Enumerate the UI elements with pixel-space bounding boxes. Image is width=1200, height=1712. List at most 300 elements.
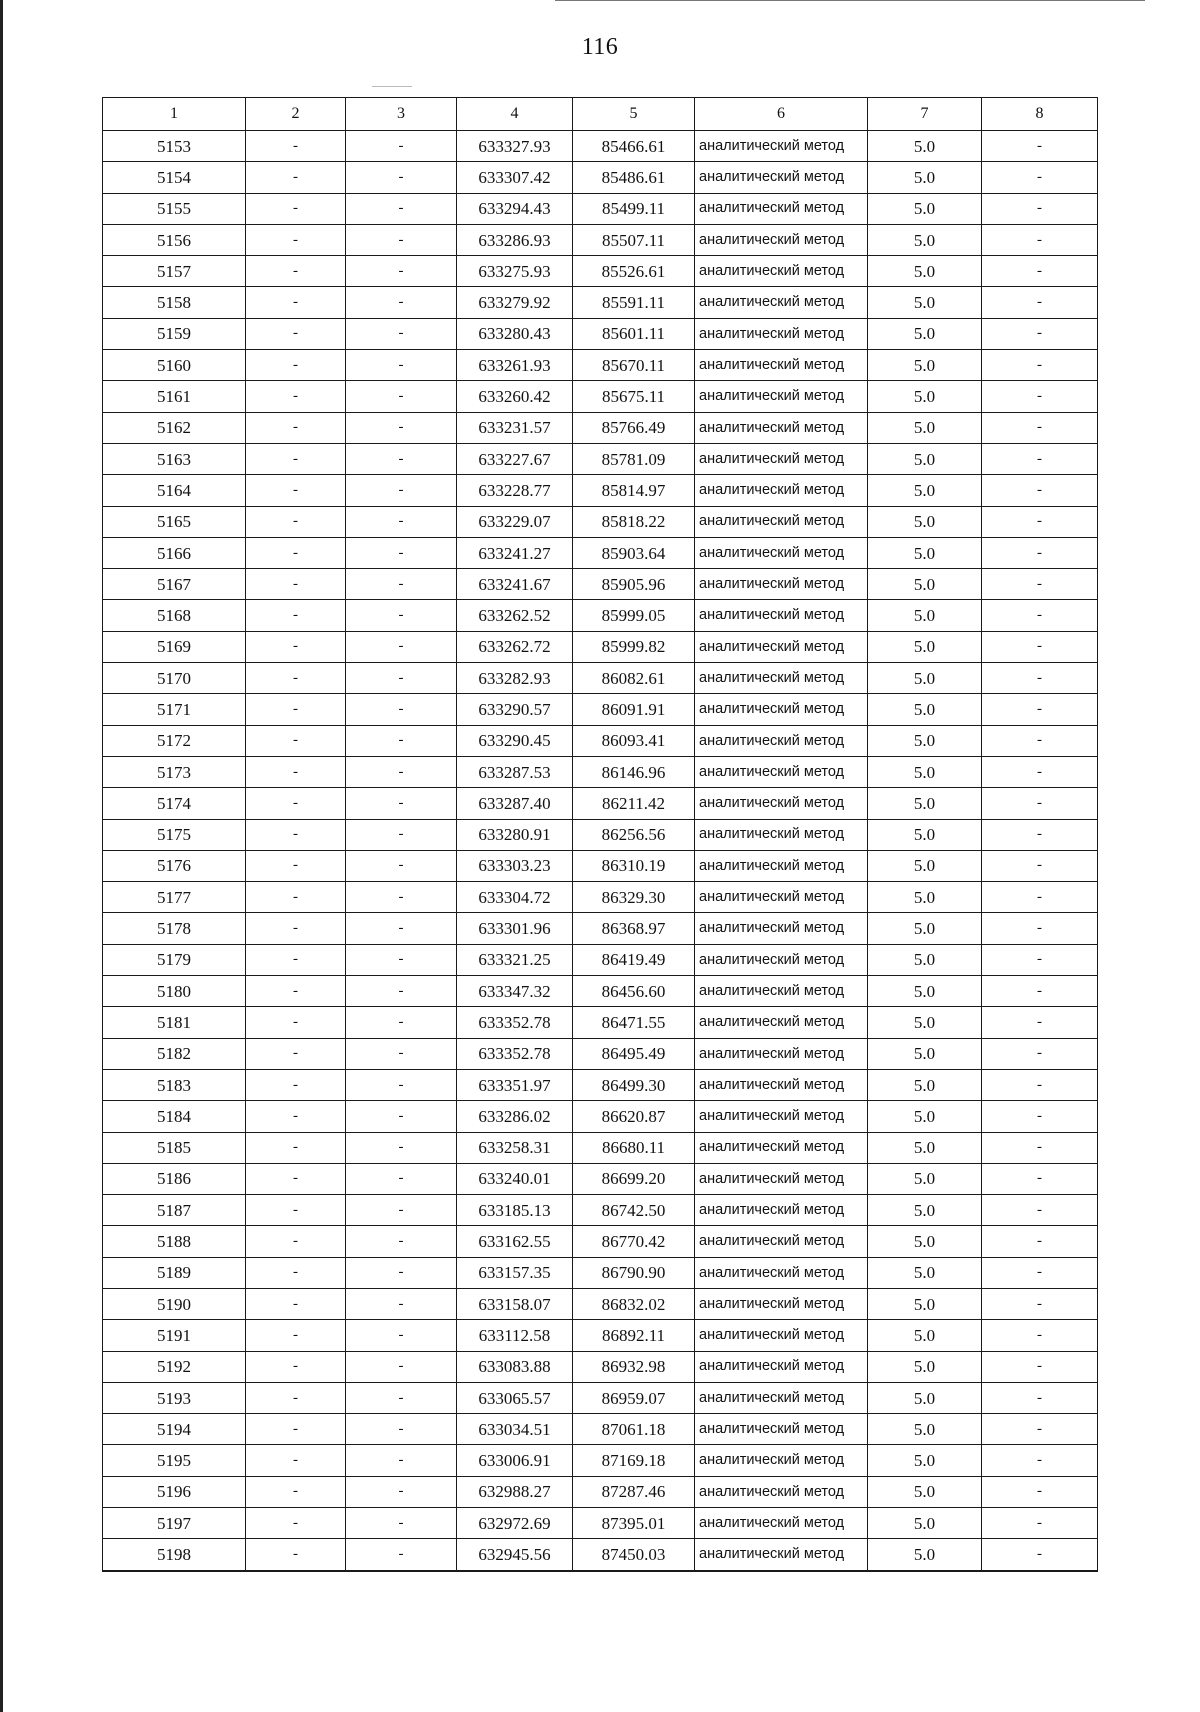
x-coordinate-cell: 633034.51: [457, 1414, 573, 1445]
y-coordinate-cell: 86091.91: [573, 694, 695, 725]
page-top-rule: [555, 0, 1145, 1]
row-number-cell: 5173: [103, 756, 246, 787]
table-row: [103, 1226, 1098, 1257]
y-coordinate-cell: 85670.11: [573, 350, 695, 381]
accuracy-cell: 5.0: [868, 1257, 982, 1288]
y-coordinate-cell: 87061.18: [573, 1414, 695, 1445]
column-header-3: 3: [346, 98, 457, 131]
col2-cell: -: [246, 318, 346, 349]
col3-cell: -: [346, 318, 457, 349]
col8-cell: -: [982, 850, 1098, 881]
col3-cell: -: [346, 475, 457, 506]
y-coordinate-cell: 85766.49: [573, 412, 695, 443]
col8-cell: -: [982, 663, 1098, 694]
accuracy-cell: 5.0: [868, 1069, 982, 1100]
col2-cell: -: [246, 1038, 346, 1069]
row-number-cell: 5176: [103, 850, 246, 881]
x-coordinate-cell: 633262.72: [457, 631, 573, 662]
y-coordinate-cell: 85818.22: [573, 506, 695, 537]
x-coordinate-cell: 633321.25: [457, 944, 573, 975]
col8-cell: -: [982, 1476, 1098, 1507]
method-cell: аналитический метод: [695, 788, 868, 819]
col2-cell: -: [246, 631, 346, 662]
method-cell: аналитический метод: [695, 976, 868, 1007]
accuracy-cell: 5.0: [868, 381, 982, 412]
col2-cell: -: [246, 131, 346, 162]
col3-cell: -: [346, 882, 457, 913]
column-header-7: 7: [868, 98, 982, 131]
col8-cell: -: [982, 224, 1098, 255]
row-number-cell: 5187: [103, 1195, 246, 1226]
col3-cell: -: [346, 224, 457, 255]
col3-cell: -: [346, 694, 457, 725]
accuracy-cell: 5.0: [868, 475, 982, 506]
table-row: [103, 1445, 1098, 1476]
y-coordinate-cell: 86256.56: [573, 819, 695, 850]
col8-cell: -: [982, 350, 1098, 381]
method-cell: аналитический метод: [695, 756, 868, 787]
col8-cell: -: [982, 725, 1098, 756]
col3-cell: -: [346, 1382, 457, 1413]
x-coordinate-cell: 633286.02: [457, 1101, 573, 1132]
row-number-cell: 5197: [103, 1508, 246, 1539]
x-coordinate-cell: 633006.91: [457, 1445, 573, 1476]
row-number-cell: 5189: [103, 1257, 246, 1288]
accuracy-cell: 5.0: [868, 819, 982, 850]
accuracy-cell: 5.0: [868, 224, 982, 255]
col3-cell: -: [346, 663, 457, 694]
table-row: [103, 412, 1098, 443]
table-row: [103, 475, 1098, 506]
col2-cell: -: [246, 569, 346, 600]
y-coordinate-cell: 87395.01: [573, 1508, 695, 1539]
table-row: [103, 569, 1098, 600]
col2-cell: -: [246, 725, 346, 756]
col8-cell: -: [982, 1101, 1098, 1132]
row-number-cell: 5161: [103, 381, 246, 412]
method-cell: аналитический метод: [695, 663, 868, 694]
col3-cell: -: [346, 1445, 457, 1476]
y-coordinate-cell: 86093.41: [573, 725, 695, 756]
x-coordinate-cell: 633241.67: [457, 569, 573, 600]
col3-cell: -: [346, 287, 457, 318]
col2-cell: -: [246, 600, 346, 631]
table-row: [103, 1038, 1098, 1069]
col2-cell: -: [246, 1132, 346, 1163]
col8-cell: -: [982, 756, 1098, 787]
col2-cell: -: [246, 788, 346, 819]
table-row: [103, 1382, 1098, 1413]
col8-cell: -: [982, 1414, 1098, 1445]
table-row: [103, 1101, 1098, 1132]
accuracy-cell: 5.0: [868, 443, 982, 474]
table-row: [103, 1163, 1098, 1194]
table-row: [103, 1257, 1098, 1288]
method-cell: аналитический метод: [695, 913, 868, 944]
method-cell: аналитический метод: [695, 443, 868, 474]
accuracy-cell: 5.0: [868, 725, 982, 756]
col8-cell: -: [982, 162, 1098, 193]
col3-cell: -: [346, 1257, 457, 1288]
col2-cell: -: [246, 537, 346, 568]
x-coordinate-cell: 633065.57: [457, 1382, 573, 1413]
method-cell: аналитический метод: [695, 1414, 868, 1445]
x-coordinate-cell: 633261.93: [457, 350, 573, 381]
y-coordinate-cell: 85466.61: [573, 131, 695, 162]
col3-cell: -: [346, 412, 457, 443]
method-cell: аналитический метод: [695, 1101, 868, 1132]
row-number-cell: 5175: [103, 819, 246, 850]
col8-cell: -: [982, 475, 1098, 506]
x-coordinate-cell: 633083.88: [457, 1351, 573, 1382]
col3-cell: -: [346, 506, 457, 537]
col2-cell: -: [246, 162, 346, 193]
x-coordinate-cell: 633290.57: [457, 694, 573, 725]
row-number-cell: 5178: [103, 913, 246, 944]
row-number-cell: 5163: [103, 443, 246, 474]
col3-cell: -: [346, 569, 457, 600]
row-number-cell: 5154: [103, 162, 246, 193]
y-coordinate-cell: 86211.42: [573, 788, 695, 819]
col2-cell: -: [246, 1195, 346, 1226]
col2-cell: -: [246, 1320, 346, 1351]
y-coordinate-cell: 85507.11: [573, 224, 695, 255]
accuracy-cell: 5.0: [868, 1195, 982, 1226]
col2-cell: -: [246, 1476, 346, 1507]
accuracy-cell: 5.0: [868, 1101, 982, 1132]
y-coordinate-cell: 85499.11: [573, 193, 695, 224]
row-number-cell: 5164: [103, 475, 246, 506]
table-row: [103, 537, 1098, 568]
x-coordinate-cell: 633303.23: [457, 850, 573, 881]
col2-cell: -: [246, 1163, 346, 1194]
x-coordinate-cell: 633282.93: [457, 663, 573, 694]
x-coordinate-cell: 632945.56: [457, 1539, 573, 1571]
table-row: [103, 631, 1098, 662]
col2-cell: -: [246, 913, 346, 944]
col2-cell: -: [246, 1007, 346, 1038]
y-coordinate-cell: 86419.49: [573, 944, 695, 975]
row-number-cell: 5169: [103, 631, 246, 662]
row-number-cell: 5162: [103, 412, 246, 443]
accuracy-cell: 5.0: [868, 1288, 982, 1319]
y-coordinate-cell: 87450.03: [573, 1539, 695, 1571]
col3-cell: -: [346, 631, 457, 662]
col3-cell: -: [346, 1476, 457, 1507]
col8-cell: -: [982, 1132, 1098, 1163]
scan-mark: [372, 86, 412, 87]
row-number-cell: 5196: [103, 1476, 246, 1507]
col8-cell: -: [982, 1257, 1098, 1288]
col8-cell: -: [982, 193, 1098, 224]
accuracy-cell: 5.0: [868, 569, 982, 600]
col2-cell: -: [246, 1445, 346, 1476]
col3-cell: -: [346, 1226, 457, 1257]
y-coordinate-cell: 86146.96: [573, 756, 695, 787]
y-coordinate-cell: 85999.05: [573, 600, 695, 631]
col2-cell: -: [246, 506, 346, 537]
accuracy-cell: 5.0: [868, 944, 982, 975]
y-coordinate-cell: 86082.61: [573, 663, 695, 694]
col2-cell: -: [246, 1257, 346, 1288]
col3-cell: -: [346, 819, 457, 850]
method-cell: аналитический метод: [695, 1476, 868, 1507]
accuracy-cell: 5.0: [868, 412, 982, 443]
col8-cell: -: [982, 944, 1098, 975]
accuracy-cell: 5.0: [868, 1163, 982, 1194]
col3-cell: -: [346, 350, 457, 381]
x-coordinate-cell: 633351.97: [457, 1069, 573, 1100]
method-cell: аналитический метод: [695, 1508, 868, 1539]
col8-cell: -: [982, 1007, 1098, 1038]
col8-cell: -: [982, 287, 1098, 318]
y-coordinate-cell: 86959.07: [573, 1382, 695, 1413]
x-coordinate-cell: 633241.27: [457, 537, 573, 568]
row-number-cell: 5188: [103, 1226, 246, 1257]
col8-cell: -: [982, 1069, 1098, 1100]
accuracy-cell: 5.0: [868, 1132, 982, 1163]
table-row: [103, 1288, 1098, 1319]
x-coordinate-cell: 633158.07: [457, 1288, 573, 1319]
table-row: [103, 506, 1098, 537]
accuracy-cell: 5.0: [868, 913, 982, 944]
col8-cell: -: [982, 381, 1098, 412]
row-number-cell: 5160: [103, 350, 246, 381]
row-number-cell: 5167: [103, 569, 246, 600]
y-coordinate-cell: 85903.64: [573, 537, 695, 568]
y-coordinate-cell: 86368.97: [573, 913, 695, 944]
method-cell: аналитический метод: [695, 318, 868, 349]
x-coordinate-cell: 633294.43: [457, 193, 573, 224]
accuracy-cell: 5.0: [868, 600, 982, 631]
table-row: [103, 694, 1098, 725]
method-cell: аналитический метод: [695, 1288, 868, 1319]
x-coordinate-cell: 633162.55: [457, 1226, 573, 1257]
col2-cell: -: [246, 976, 346, 1007]
x-coordinate-cell: 633280.43: [457, 318, 573, 349]
table-row: [103, 850, 1098, 881]
col8-cell: -: [982, 1351, 1098, 1382]
row-number-cell: 5170: [103, 663, 246, 694]
col8-cell: -: [982, 1195, 1098, 1226]
method-cell: аналитический метод: [695, 256, 868, 287]
method-cell: аналитический метод: [695, 1539, 868, 1571]
col8-cell: -: [982, 131, 1098, 162]
row-number-cell: 5158: [103, 287, 246, 318]
col3-cell: -: [346, 131, 457, 162]
column-header-6: 6: [695, 98, 868, 131]
row-number-cell: 5179: [103, 944, 246, 975]
row-number-cell: 5182: [103, 1038, 246, 1069]
y-coordinate-cell: 85526.61: [573, 256, 695, 287]
method-cell: аналитический метод: [695, 1257, 868, 1288]
method-cell: аналитический метод: [695, 1382, 868, 1413]
col2-cell: -: [246, 1508, 346, 1539]
x-coordinate-cell: 633287.53: [457, 756, 573, 787]
col8-cell: -: [982, 1539, 1098, 1571]
method-cell: аналитический метод: [695, 1163, 868, 1194]
row-number-cell: 5192: [103, 1351, 246, 1382]
page-number: 116: [581, 34, 619, 60]
table-row: [103, 725, 1098, 756]
x-coordinate-cell: 633260.42: [457, 381, 573, 412]
table-row: [103, 381, 1098, 412]
col3-cell: -: [346, 756, 457, 787]
col2-cell: -: [246, 1414, 346, 1445]
x-coordinate-cell: 633304.72: [457, 882, 573, 913]
y-coordinate-cell: 87169.18: [573, 1445, 695, 1476]
table-row: [103, 350, 1098, 381]
col2-cell: -: [246, 1288, 346, 1319]
table-row: [103, 1069, 1098, 1100]
y-coordinate-cell: 86699.20: [573, 1163, 695, 1194]
x-coordinate-cell: 633240.01: [457, 1163, 573, 1194]
col2-cell: -: [246, 193, 346, 224]
table-row: [103, 1195, 1098, 1226]
col3-cell: -: [346, 1069, 457, 1100]
method-cell: аналитический метод: [695, 694, 868, 725]
accuracy-cell: 5.0: [868, 256, 982, 287]
col2-cell: -: [246, 287, 346, 318]
table-row: [103, 819, 1098, 850]
col2-cell: -: [246, 224, 346, 255]
accuracy-cell: 5.0: [868, 1508, 982, 1539]
accuracy-cell: 5.0: [868, 1539, 982, 1571]
y-coordinate-cell: 86495.49: [573, 1038, 695, 1069]
col2-cell: -: [246, 1351, 346, 1382]
col8-cell: -: [982, 882, 1098, 913]
method-cell: аналитический метод: [695, 1226, 868, 1257]
y-coordinate-cell: 86892.11: [573, 1320, 695, 1351]
table-row: [103, 443, 1098, 474]
x-coordinate-cell: 633229.07: [457, 506, 573, 537]
table-row: [103, 1539, 1098, 1571]
col3-cell: -: [346, 944, 457, 975]
page-left-edge: [0, 0, 3, 1712]
col2-cell: -: [246, 1539, 346, 1571]
accuracy-cell: 5.0: [868, 976, 982, 1007]
accuracy-cell: 5.0: [868, 1351, 982, 1382]
accuracy-cell: 5.0: [868, 1382, 982, 1413]
method-cell: аналитический метод: [695, 1069, 868, 1100]
y-coordinate-cell: 85591.11: [573, 287, 695, 318]
table-row: [103, 913, 1098, 944]
y-coordinate-cell: 86832.02: [573, 1288, 695, 1319]
col8-cell: -: [982, 913, 1098, 944]
table-row: [103, 944, 1098, 975]
col2-cell: -: [246, 850, 346, 881]
x-coordinate-cell: 633307.42: [457, 162, 573, 193]
row-number-cell: 5186: [103, 1163, 246, 1194]
col3-cell: -: [346, 1288, 457, 1319]
y-coordinate-cell: 86329.30: [573, 882, 695, 913]
col2-cell: -: [246, 663, 346, 694]
y-coordinate-cell: 86742.50: [573, 1195, 695, 1226]
x-coordinate-cell: 633227.67: [457, 443, 573, 474]
method-cell: аналитический метод: [695, 882, 868, 913]
x-coordinate-cell: 633301.96: [457, 913, 573, 944]
table-row: [103, 1007, 1098, 1038]
x-coordinate-cell: 633258.31: [457, 1132, 573, 1163]
y-coordinate-cell: 85999.82: [573, 631, 695, 662]
table-row: [103, 1320, 1098, 1351]
table-row: [103, 600, 1098, 631]
method-cell: аналитический метод: [695, 162, 868, 193]
table-row: [103, 131, 1098, 162]
accuracy-cell: 5.0: [868, 694, 982, 725]
col3-cell: -: [346, 1320, 457, 1351]
x-coordinate-cell: 633352.78: [457, 1007, 573, 1038]
x-coordinate-cell: 633231.57: [457, 412, 573, 443]
col8-cell: -: [982, 443, 1098, 474]
col8-cell: -: [982, 506, 1098, 537]
row-number-cell: 5165: [103, 506, 246, 537]
method-cell: аналитический метод: [695, 412, 868, 443]
row-number-cell: 5177: [103, 882, 246, 913]
col8-cell: -: [982, 1288, 1098, 1319]
col3-cell: -: [346, 1539, 457, 1571]
col3-cell: -: [346, 381, 457, 412]
table-row: [103, 1414, 1098, 1445]
row-number-cell: 5185: [103, 1132, 246, 1163]
table-row: [103, 1476, 1098, 1507]
col8-cell: -: [982, 1382, 1098, 1413]
method-cell: аналитический метод: [695, 381, 868, 412]
table-row: [103, 224, 1098, 255]
col3-cell: -: [346, 788, 457, 819]
col8-cell: -: [982, 1226, 1098, 1257]
row-number-cell: 5198: [103, 1539, 246, 1571]
accuracy-cell: 5.0: [868, 631, 982, 662]
row-number-cell: 5195: [103, 1445, 246, 1476]
x-coordinate-cell: 633287.40: [457, 788, 573, 819]
row-number-cell: 5157: [103, 256, 246, 287]
x-coordinate-cell: 633347.32: [457, 976, 573, 1007]
method-cell: аналитический метод: [695, 944, 868, 975]
column-header-1: 1: [103, 98, 246, 131]
row-number-cell: 5190: [103, 1288, 246, 1319]
col8-cell: -: [982, 694, 1098, 725]
column-header-5: 5: [573, 98, 695, 131]
x-coordinate-cell: 633228.77: [457, 475, 573, 506]
accuracy-cell: 5.0: [868, 287, 982, 318]
table-row: [103, 287, 1098, 318]
row-number-cell: 5171: [103, 694, 246, 725]
accuracy-cell: 5.0: [868, 663, 982, 694]
column-header-2: 2: [246, 98, 346, 131]
table-row: [103, 193, 1098, 224]
table-row: [103, 663, 1098, 694]
method-cell: аналитический метод: [695, 631, 868, 662]
y-coordinate-cell: 85814.97: [573, 475, 695, 506]
x-coordinate-cell: 633327.93: [457, 131, 573, 162]
column-header-8: 8: [982, 98, 1098, 131]
table-row: [103, 162, 1098, 193]
col3-cell: -: [346, 600, 457, 631]
col8-cell: -: [982, 256, 1098, 287]
method-cell: аналитический метод: [695, 350, 868, 381]
y-coordinate-cell: 85486.61: [573, 162, 695, 193]
col3-cell: -: [346, 1195, 457, 1226]
x-coordinate-cell: 633262.52: [457, 600, 573, 631]
col3-cell: -: [346, 1508, 457, 1539]
row-number-cell: 5155: [103, 193, 246, 224]
coordinates-table: [102, 97, 1098, 1572]
col8-cell: -: [982, 1163, 1098, 1194]
method-cell: аналитический метод: [695, 1132, 868, 1163]
col3-cell: -: [346, 725, 457, 756]
y-coordinate-cell: 86499.30: [573, 1069, 695, 1100]
